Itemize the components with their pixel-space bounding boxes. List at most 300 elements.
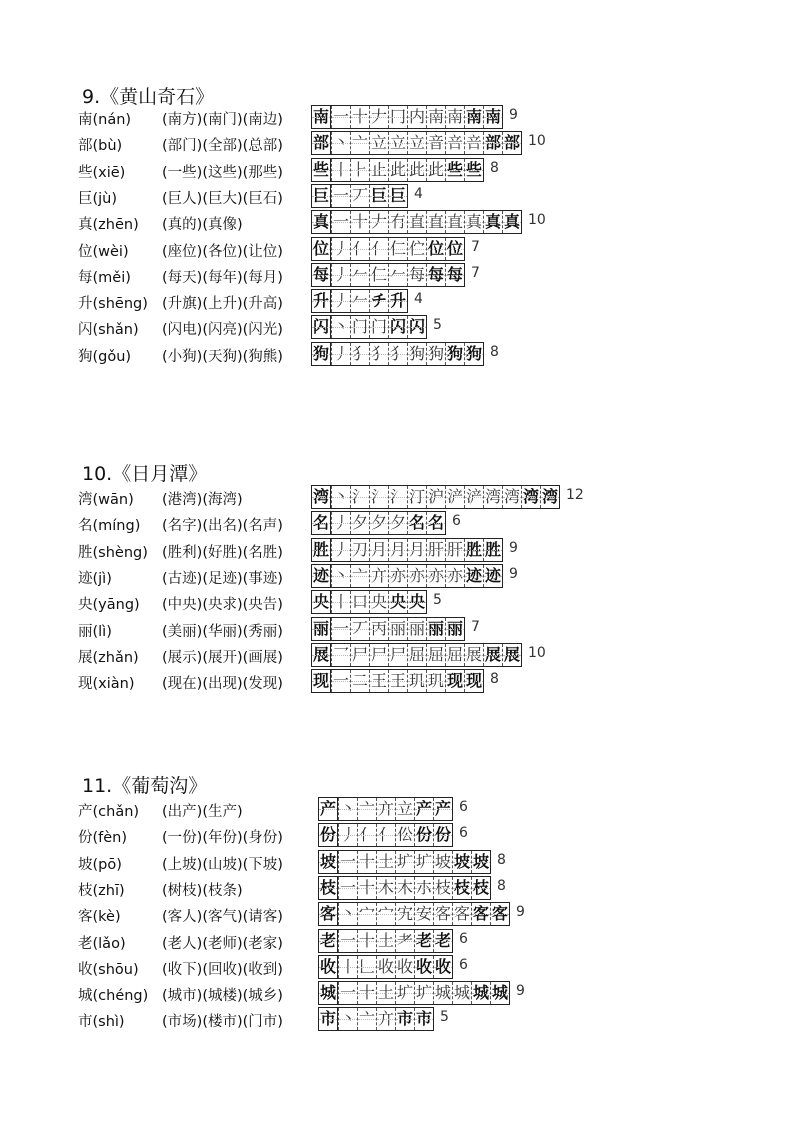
stroke-step: 湾 — [541, 487, 558, 506]
stroke-step: 𠂉 — [351, 291, 368, 311]
stroke-step: 亣 — [377, 1009, 394, 1029]
character-row — [0, 564, 793, 588]
stroke-step: 咅 — [446, 133, 463, 153]
stroke-order-grid — [311, 263, 465, 287]
stroke-step: 丿 — [332, 539, 349, 559]
stroke-order-grid — [311, 617, 465, 641]
stroke-step: 直 — [446, 212, 463, 232]
stroke-main-character: 闪 — [312, 317, 329, 337]
stroke-step: ⺊ — [351, 159, 368, 179]
character-row — [0, 981, 793, 1005]
stroke-step: 收 — [434, 956, 451, 976]
stroke-main-character: 市 — [319, 1009, 336, 1029]
stroke-order-grid — [311, 511, 446, 535]
character-row — [0, 237, 793, 261]
stroke-step: 月 — [389, 539, 406, 559]
stroke-count: 6 — [459, 799, 468, 815]
stroke-order-grid — [311, 590, 427, 614]
character-pinyin: 展(zhǎn) — [78, 649, 139, 666]
stroke-step: 仁 — [370, 264, 387, 284]
character-row — [0, 131, 793, 155]
stroke-step: 亣 — [377, 799, 394, 818]
stroke-step: 狗 — [408, 343, 425, 363]
stroke-step: 南 — [446, 107, 463, 126]
stroke-order-grid — [318, 850, 491, 874]
stroke-step: 十 — [358, 877, 375, 897]
stroke-step: 浐 — [446, 487, 463, 506]
character-row — [0, 158, 793, 182]
stroke-step: 亻 — [377, 825, 394, 845]
word-examples: (胜利)(好胜)(名胜) — [162, 544, 283, 561]
character-row — [0, 315, 793, 339]
stroke-main-character: 老 — [319, 930, 336, 950]
stroke-count: 6 — [459, 930, 468, 947]
stroke-step: 尸 — [351, 644, 368, 664]
stroke-step: 丨 — [339, 956, 356, 976]
word-examples: (升旗)(上升)(升高) — [162, 296, 283, 313]
stroke-step: 亣 — [370, 565, 387, 585]
stroke-step: 咅 — [465, 133, 482, 153]
stroke-step: 一 — [332, 671, 349, 691]
word-examples: (树枝)(枝条) — [162, 882, 243, 899]
stroke-count: 10 — [528, 644, 546, 661]
character-row — [0, 511, 793, 535]
stroke-step: 现 — [465, 671, 482, 691]
stroke-main-character: 丽 — [312, 618, 329, 638]
stroke-step: 十 — [351, 107, 368, 126]
stroke-step: 冂 — [389, 107, 406, 126]
stroke-count: 7 — [471, 264, 480, 281]
stroke-step: 一 — [339, 851, 356, 871]
stroke-main-character: 部 — [312, 133, 329, 153]
character-pinyin: 央(yāng) — [78, 597, 140, 614]
stroke-step: 展 — [465, 644, 482, 664]
stroke-step: 坡 — [434, 851, 451, 871]
word-examples: (每天)(每年)(每月) — [162, 269, 283, 286]
stroke-step: 圹 — [415, 851, 432, 871]
stroke-step: 闪 — [408, 317, 425, 337]
stroke-step: 升 — [389, 291, 406, 311]
stroke-main-character: 胜 — [312, 539, 329, 559]
stroke-count: 6 — [459, 956, 468, 973]
stroke-step: 仁 — [389, 238, 406, 258]
stroke-step: 客 — [491, 904, 508, 924]
stroke-step: 𠃊 — [358, 956, 375, 976]
stroke-step: 𠂉 — [351, 264, 368, 284]
stroke-step: 亦 — [427, 565, 444, 585]
stroke-count: 8 — [497, 877, 506, 894]
stroke-main-character: 位 — [312, 238, 329, 258]
stroke-step: 南 — [465, 107, 482, 126]
character-row — [0, 590, 793, 614]
word-examples: (闪电)(闪亮)(闪光) — [162, 322, 283, 339]
stroke-step: 此 — [408, 159, 425, 179]
character-row — [0, 342, 793, 366]
stroke-step: 客 — [453, 904, 470, 924]
stroke-step: 亻 — [358, 825, 375, 845]
stroke-step: 𠂉 — [389, 264, 406, 284]
stroke-step: 产 — [415, 799, 432, 818]
stroke-step: 安 — [415, 904, 432, 924]
character-pinyin: 城(chéng) — [78, 988, 149, 1005]
stroke-order-grid — [311, 237, 465, 261]
lesson-title: 11.《葡萄沟》 — [82, 775, 208, 797]
stroke-step: 一 — [332, 107, 349, 126]
word-examples: (真的)(真像) — [162, 217, 243, 234]
stroke-step: 一 — [332, 185, 349, 205]
word-examples: (客人)(客气)(请客) — [162, 909, 283, 926]
stroke-step: 市 — [415, 1009, 432, 1029]
stroke-step: 城 — [434, 983, 451, 1003]
word-examples: (现在)(出现)(发现) — [162, 676, 283, 693]
stroke-step: 丨 — [332, 159, 349, 179]
stroke-step: 狗 — [446, 343, 463, 363]
stroke-count: 9 — [516, 983, 525, 1000]
character-pinyin: 产(chǎn) — [78, 804, 140, 820]
stroke-order-grid — [311, 564, 503, 588]
stroke-main-character: 展 — [312, 644, 329, 664]
stroke-step: 央 — [370, 592, 387, 612]
stroke-step: 亦 — [446, 565, 463, 585]
stroke-order-grid — [311, 289, 408, 313]
stroke-step: 立 — [389, 133, 406, 153]
word-examples: (展示)(展开)(画展) — [162, 649, 283, 666]
stroke-step: 乛 — [332, 644, 349, 664]
stroke-count: 6 — [452, 513, 461, 530]
character-row — [0, 929, 793, 953]
stroke-step: 犭 — [389, 343, 406, 363]
stroke-step: 屈 — [427, 644, 444, 664]
stroke-step: 二 — [351, 671, 368, 691]
stroke-main-character: 产 — [319, 799, 336, 818]
stroke-step: 一 — [339, 983, 356, 1003]
stroke-step: 止 — [370, 159, 387, 179]
stroke-step: 木 — [377, 877, 394, 897]
word-examples: (出产)(生产) — [162, 804, 243, 820]
stroke-order-grid — [311, 342, 484, 366]
stroke-step: 枝 — [472, 877, 489, 897]
stroke-step: 十 — [358, 851, 375, 871]
stroke-step: 名 — [427, 513, 444, 533]
stroke-step: 王 — [389, 671, 406, 691]
stroke-step: 汀 — [408, 487, 425, 506]
stroke-step: 丽 — [389, 618, 406, 638]
stroke-step: 南 — [484, 107, 501, 126]
stroke-step: 央 — [408, 592, 425, 612]
stroke-step: 朩 — [415, 877, 432, 897]
stroke-step: 丽 — [408, 618, 425, 638]
character-row — [0, 876, 793, 900]
stroke-main-character: 收 — [319, 956, 336, 976]
character-row — [0, 1007, 793, 1031]
stroke-step: 十 — [351, 212, 368, 232]
stroke-main-character: 坡 — [319, 851, 336, 871]
stroke-step: 玑 — [427, 671, 444, 691]
word-examples: (小狗)(天狗)(狗熊) — [162, 348, 283, 365]
stroke-main-character: 迹 — [312, 565, 329, 585]
stroke-step: 圹 — [396, 983, 413, 1003]
stroke-order-grid — [311, 158, 484, 182]
stroke-step: 月 — [408, 539, 425, 559]
stroke-step: 狗 — [465, 343, 482, 363]
stroke-step: 央 — [389, 592, 406, 612]
lesson-title: 10.《日月潭》 — [82, 463, 208, 485]
stroke-step: 屈 — [446, 644, 463, 664]
stroke-step: 老 — [415, 930, 432, 950]
stroke-step: 丽 — [446, 618, 463, 638]
stroke-step: 真 — [503, 212, 520, 232]
word-examples: (南方)(南门)(南边) — [162, 112, 283, 128]
stroke-step: 此 — [427, 159, 444, 179]
stroke-main-character: 城 — [319, 983, 336, 1003]
stroke-step: 展 — [503, 644, 520, 664]
stroke-step: 巨 — [389, 185, 406, 205]
stroke-step: 直 — [408, 212, 425, 232]
stroke-step: 位 — [446, 238, 463, 258]
stroke-count: 8 — [497, 851, 506, 868]
stroke-step: 迹 — [484, 565, 501, 585]
character-pinyin: 名(míng) — [78, 518, 141, 535]
stroke-step: 坡 — [453, 851, 470, 871]
stroke-step: 宀 — [358, 904, 375, 924]
character-row — [0, 617, 793, 641]
stroke-step: 丿 — [332, 264, 349, 284]
stroke-step: 丶 — [339, 799, 356, 818]
stroke-count: 6 — [459, 825, 468, 842]
stroke-step: 此 — [389, 159, 406, 179]
stroke-step: 真 — [465, 212, 482, 232]
stroke-step: 沪 — [427, 487, 444, 506]
stroke-count: 5 — [440, 1009, 449, 1026]
stroke-main-character: 枝 — [319, 877, 336, 897]
stroke-order-grid — [311, 131, 522, 155]
stroke-step: 湾 — [522, 487, 539, 506]
stroke-count: 8 — [490, 159, 499, 176]
stroke-step: 枝 — [453, 877, 470, 897]
character-pinyin: 丽(lì) — [78, 623, 112, 640]
word-examples: (巨人)(巨大)(巨石) — [162, 190, 283, 207]
stroke-step: 宀 — [377, 904, 394, 924]
character-pinyin: 老(lǎo) — [78, 935, 126, 952]
stroke-step: 部 — [503, 133, 520, 153]
stroke-step: 收 — [377, 956, 394, 976]
stroke-step: 部 — [484, 133, 501, 153]
stroke-step: 丶 — [339, 1009, 356, 1029]
stroke-order-grid — [318, 1007, 434, 1031]
stroke-main-character: 真 — [312, 212, 329, 232]
character-pinyin: 升(shēng) — [78, 296, 148, 313]
stroke-order-grid — [311, 210, 522, 234]
stroke-step: 音 — [427, 133, 444, 153]
stroke-step: 每 — [408, 264, 425, 284]
stroke-order-grid — [318, 981, 510, 1005]
stroke-step: 收 — [415, 956, 432, 976]
character-pinyin: 收(shōu) — [78, 961, 139, 978]
stroke-step: 直 — [427, 212, 444, 232]
stroke-step: 些 — [465, 159, 482, 179]
character-pinyin: 市(shì) — [78, 1014, 125, 1031]
stroke-step: 内 — [408, 107, 425, 126]
word-examples: (古迹)(足迹)(事迹) — [162, 570, 283, 587]
character-row — [0, 184, 793, 208]
stroke-step: 亦 — [408, 565, 425, 585]
stroke-step: 胜 — [465, 539, 482, 559]
stroke-step: 丿 — [332, 291, 349, 311]
stroke-main-character: 湾 — [312, 487, 329, 506]
stroke-order-grid — [311, 184, 408, 208]
stroke-order-grid — [311, 643, 522, 667]
stroke-step: 一 — [339, 930, 356, 950]
stroke-main-character: 狗 — [312, 343, 329, 363]
stroke-main-character: 现 — [312, 671, 329, 691]
stroke-count: 9 — [509, 539, 518, 556]
stroke-step: 浐 — [465, 487, 482, 506]
character-row — [0, 902, 793, 926]
stroke-step: 宄 — [396, 904, 413, 924]
stroke-step: 老 — [434, 930, 451, 950]
stroke-step: 一 — [332, 618, 349, 638]
stroke-step: 些 — [446, 159, 463, 179]
word-examples: (一份)(年份)(身份) — [162, 830, 283, 847]
stroke-step: 丶 — [332, 317, 349, 337]
stroke-step: 名 — [408, 513, 425, 533]
stroke-step: 土 — [377, 930, 394, 950]
word-examples: (上坡)(山坡)(下坡) — [162, 856, 283, 873]
stroke-step: 客 — [434, 904, 451, 924]
word-examples: (部门)(全部)(总部) — [162, 138, 283, 155]
character-pinyin: 狗(gǒu) — [78, 348, 132, 365]
character-row — [0, 643, 793, 667]
stroke-step: 耂 — [396, 930, 413, 950]
stroke-step: 冇 — [389, 212, 406, 232]
stroke-step: 亠 — [351, 133, 368, 153]
stroke-step: 份 — [434, 825, 451, 845]
stroke-step: 南 — [427, 107, 444, 126]
stroke-step: 尸 — [389, 644, 406, 664]
stroke-step: 门 — [370, 317, 387, 337]
stroke-step: 丿 — [339, 825, 356, 845]
stroke-step: 产 — [434, 799, 451, 818]
stroke-step: 𠂇 — [370, 212, 387, 232]
stroke-step: 巨 — [370, 185, 387, 205]
stroke-step: 土 — [377, 851, 394, 871]
word-examples: (中央)(央求)(央告) — [162, 597, 283, 614]
stroke-step: 丆 — [351, 185, 368, 205]
character-pinyin: 每(měi) — [78, 269, 131, 286]
stroke-main-character: 央 — [312, 592, 329, 612]
stroke-step: 亻 — [351, 238, 368, 258]
stroke-step: 亠 — [351, 565, 368, 585]
stroke-count: 5 — [433, 592, 442, 609]
character-pinyin: 些(xiē) — [78, 164, 126, 181]
character-pinyin: 闪(shǎn) — [78, 322, 139, 339]
stroke-step: 丿 — [332, 343, 349, 363]
stroke-step: 坡 — [472, 851, 489, 871]
character-row — [0, 485, 793, 509]
stroke-step: 枝 — [434, 877, 451, 897]
stroke-step: 口 — [351, 592, 368, 612]
stroke-step: 丨 — [332, 592, 349, 612]
stroke-step: 圹 — [415, 983, 432, 1003]
stroke-step: 收 — [396, 956, 413, 976]
stroke-step: 立 — [408, 133, 425, 153]
stroke-step: 现 — [446, 671, 463, 691]
stroke-step: 湾 — [484, 487, 501, 506]
stroke-step: 𠂇 — [370, 107, 387, 126]
stroke-count: 9 — [509, 107, 518, 123]
stroke-step: 尸 — [370, 644, 387, 664]
stroke-main-character: 名 — [312, 513, 329, 533]
character-pinyin: 客(kè) — [78, 909, 121, 926]
character-pinyin: 南(nán) — [78, 112, 132, 128]
character-row — [0, 955, 793, 979]
stroke-step: 每 — [427, 264, 444, 284]
stroke-step: 份 — [415, 825, 432, 845]
character-row — [0, 823, 793, 847]
stroke-step: チ — [370, 291, 387, 311]
stroke-order-grid — [311, 669, 484, 693]
stroke-step: 一 — [332, 212, 349, 232]
stroke-count: 8 — [490, 671, 499, 688]
stroke-main-character: 客 — [319, 904, 336, 924]
stroke-order-grid — [311, 485, 560, 509]
stroke-step: 王 — [370, 671, 387, 691]
stroke-step: 胜 — [484, 539, 501, 559]
stroke-step: 玑 — [408, 671, 425, 691]
stroke-count: 7 — [471, 618, 480, 635]
stroke-step: 立 — [370, 133, 387, 153]
stroke-step: 丙 — [370, 618, 387, 638]
stroke-step: 圹 — [396, 851, 413, 871]
stroke-order-grid — [311, 538, 503, 562]
character-pinyin: 枝(zhī) — [78, 882, 125, 899]
stroke-step: 一 — [339, 877, 356, 897]
stroke-order-grid — [318, 876, 491, 900]
stroke-step: 丶 — [332, 487, 349, 506]
stroke-main-character: 巨 — [312, 185, 329, 205]
character-row — [0, 210, 793, 234]
character-row — [0, 105, 793, 129]
stroke-step: 城 — [472, 983, 489, 1003]
stroke-step: 丶 — [332, 565, 349, 585]
stroke-count: 8 — [490, 343, 499, 360]
character-pinyin: 部(bù) — [78, 138, 123, 155]
stroke-step: 丽 — [427, 618, 444, 638]
stroke-step: 丿 — [332, 513, 349, 533]
character-row — [0, 538, 793, 562]
stroke-step: 客 — [472, 904, 489, 924]
stroke-order-grid — [311, 315, 427, 339]
word-examples: (一些)(这些)(那些) — [162, 164, 283, 181]
stroke-main-character: 每 — [312, 264, 329, 284]
stroke-step: 犭 — [370, 343, 387, 363]
word-examples: (老人)(老师)(老家) — [162, 935, 283, 952]
stroke-step: 丿 — [332, 238, 349, 258]
character-row — [0, 850, 793, 874]
stroke-step: 城 — [491, 983, 508, 1003]
stroke-step: 每 — [446, 264, 463, 284]
character-pinyin: 份(fèn) — [78, 830, 128, 847]
character-pinyin: 现(xiàn) — [78, 676, 135, 693]
stroke-count: 4 — [414, 291, 423, 308]
character-pinyin: 巨(jù) — [78, 190, 118, 207]
stroke-step: 丆 — [351, 618, 368, 638]
stroke-step: 夕 — [370, 513, 387, 533]
stroke-step: 亦 — [389, 565, 406, 585]
stroke-step: 迹 — [465, 565, 482, 585]
stroke-step: 木 — [396, 877, 413, 897]
stroke-step: 亻 — [370, 238, 387, 258]
